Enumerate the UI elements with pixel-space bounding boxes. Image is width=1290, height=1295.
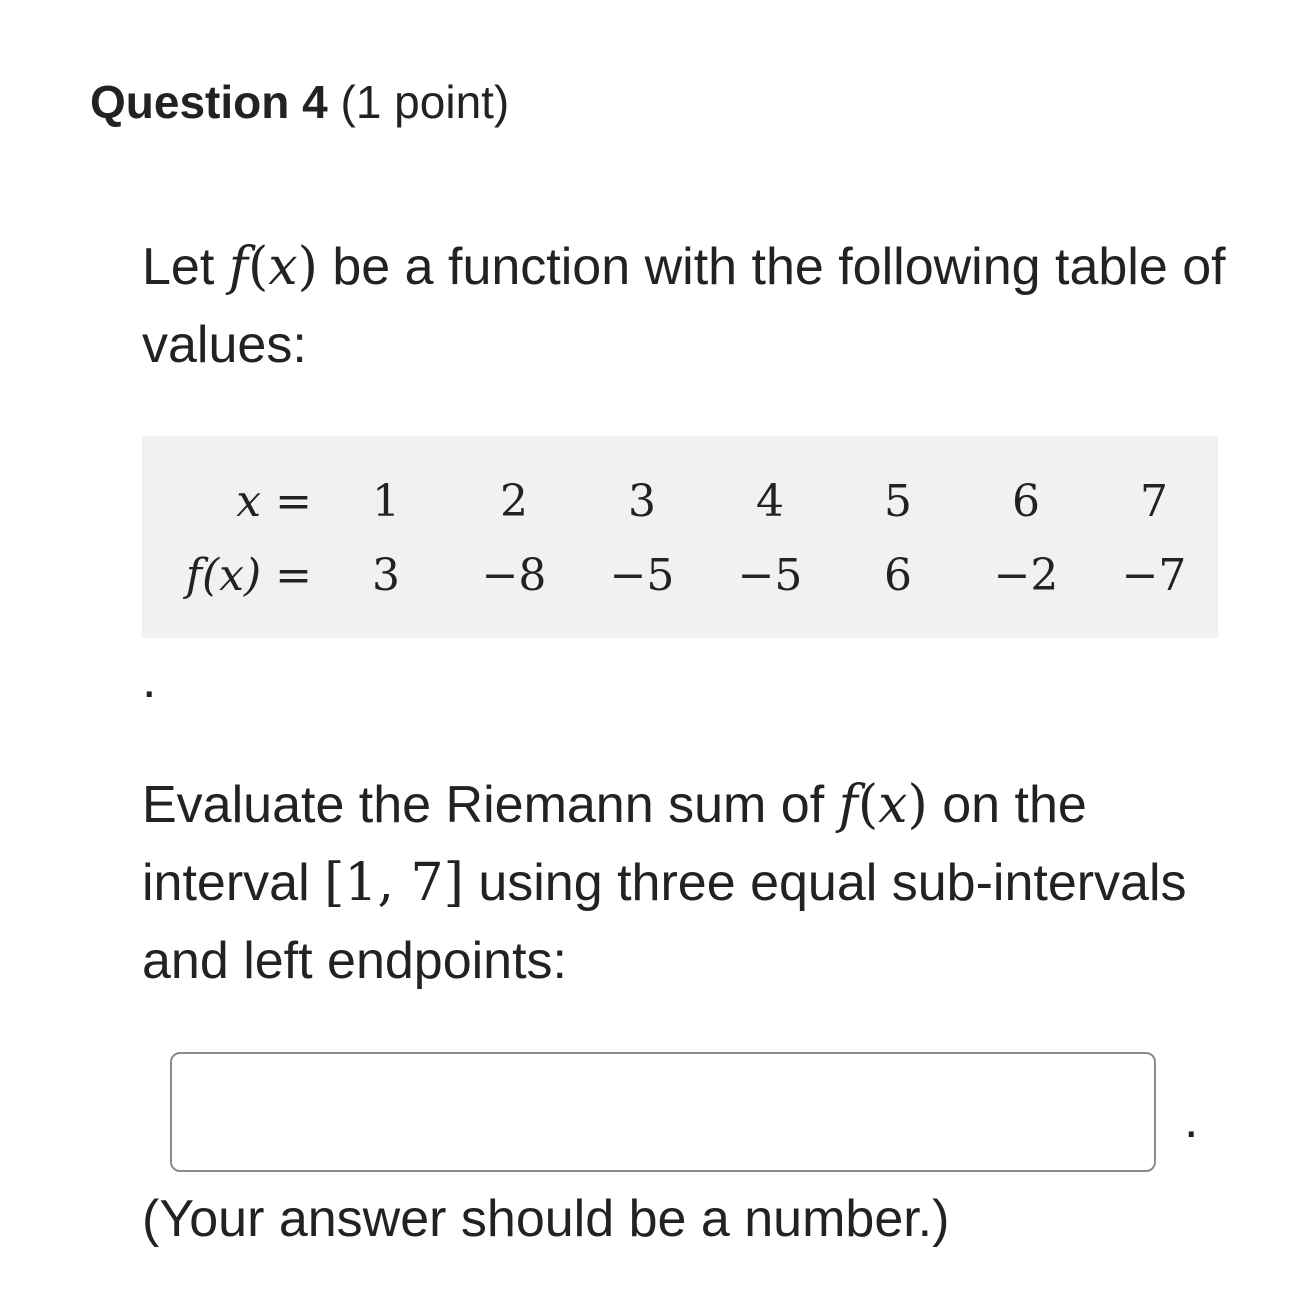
x-value: 3	[628, 475, 656, 527]
fx-value: −7	[1121, 549, 1187, 601]
fx-value: 3	[372, 549, 400, 601]
intro-text-after: be a function with the following table of values:	[142, 238, 1226, 374]
function-name: f	[838, 775, 858, 835]
fx-value: 6	[884, 549, 912, 601]
equals-sign: =	[275, 549, 312, 601]
question-points: (1 point)	[340, 76, 510, 128]
fx-label: f(x)	[185, 549, 262, 601]
answer-input[interactable]	[170, 1052, 1156, 1172]
x-row	[164, 464, 1218, 538]
x-value: 6	[1012, 475, 1040, 527]
close-paren: )	[907, 775, 928, 835]
prompt-text-3: using three equal sub-intervals and left endpoints:	[142, 854, 1187, 990]
variable: x	[878, 775, 908, 835]
question-title: Question 4	[90, 76, 328, 128]
intro-function-expr	[229, 237, 318, 297]
x-value: 7	[1140, 475, 1168, 527]
x-value: 5	[884, 475, 912, 527]
close-paren: )	[297, 237, 318, 297]
question-header	[90, 70, 509, 134]
values-table	[164, 464, 1218, 612]
open-paren: (	[857, 775, 879, 835]
open-paren: (	[247, 237, 269, 297]
question-prompt	[142, 766, 1232, 1000]
x-value: 1	[372, 475, 400, 527]
x-value: 4	[756, 475, 784, 527]
answer-period: .	[1184, 1091, 1199, 1149]
table-period: .	[142, 651, 157, 709]
function-name: f	[228, 237, 248, 297]
fx-value: −5	[609, 549, 675, 601]
values-table-container	[142, 436, 1218, 638]
fx-row-label	[164, 538, 322, 612]
x-label: x	[236, 475, 262, 527]
fx-value: −8	[481, 549, 547, 601]
x-value: 2	[500, 475, 528, 527]
prompt-function-expr	[839, 775, 928, 835]
equals-sign: =	[275, 475, 312, 527]
fx-value: −5	[737, 549, 803, 601]
intro-text	[142, 228, 1232, 384]
x-row-label	[164, 464, 322, 538]
variable: x	[268, 237, 298, 297]
interval: [1, 7]	[324, 853, 464, 913]
interval-expr	[324, 853, 464, 913]
prompt-text-1: Evaluate the Riemann sum of	[142, 776, 839, 834]
fx-row	[164, 538, 1218, 612]
intro-text-before: Let	[142, 238, 229, 296]
fx-value: −2	[993, 549, 1059, 601]
answer-hint: (Your answer should be a number.)	[142, 1190, 950, 1248]
prompt-text-2: on the interval	[142, 776, 1087, 912]
